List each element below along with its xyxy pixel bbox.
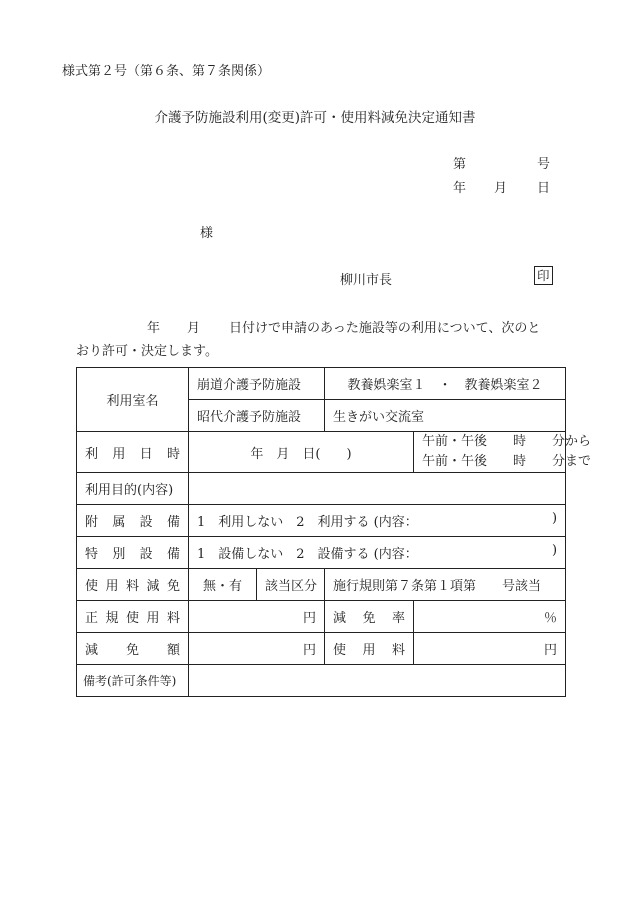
date-value: 年 月 日( ) — [189, 432, 414, 473]
number-label: 第 — [453, 157, 467, 172]
room-label: 利用室名 — [77, 368, 189, 432]
special-equipment-value — [189, 537, 566, 569]
regular-fee-unit: 円 — [189, 601, 325, 633]
body-text-line2: おり許可・決定します。 — [76, 344, 218, 359]
purpose-label: 利用目的(内容) — [77, 473, 189, 505]
reduction-rate-label: 減免率 — [325, 601, 414, 633]
time-range — [414, 432, 592, 473]
category-label: 該当区分 — [257, 569, 325, 601]
facility1-name: 崩道介護予防施設 — [189, 368, 325, 400]
form-number: 様式第２号（第６条、第７条関係） — [62, 64, 271, 79]
usage-fee-unit: 円 — [414, 633, 566, 665]
document-title: 介護予防施設利用(変更)許可・使用料減免決定通知書 — [154, 110, 476, 126]
time-to: 午前・午後 時 分まで — [422, 454, 592, 469]
special-equipment-close: ) — [551, 543, 558, 558]
purpose-value — [189, 473, 566, 505]
facility1-rooms: 教養娯楽室１ ・ 教養娯楽室２ — [325, 368, 566, 400]
facility2-name: 昭代介護予防施設 — [189, 400, 325, 432]
special-equipment-options: 1 設備しない 2 設備する (内容： — [197, 547, 418, 562]
body-text-line1: 日付けで申請のあった施設等の利用について、次のと — [229, 321, 541, 336]
regular-fee-label: 正規使用料 — [77, 601, 189, 633]
fee-reduction-label: 使用料減免 — [77, 569, 189, 601]
datetime-label: 利用日時 — [77, 432, 189, 473]
issuer: 柳川市長 — [340, 273, 393, 288]
special-equipment-label: 特別設備 — [77, 537, 189, 569]
category-value: 施行規則第７条第１項第 号該当 — [325, 569, 566, 601]
date-day: 日 — [537, 181, 551, 196]
equipment-options: 1 利用しない 2 利用する (内容： — [197, 515, 418, 530]
seal-stamp: 印 — [534, 266, 553, 285]
permit-form-table — [76, 367, 592, 697]
body-month: 月 — [187, 321, 201, 336]
facility2-rooms: 生きがい交流室 — [325, 400, 566, 432]
remarks-value — [189, 665, 566, 697]
equipment-value — [189, 505, 566, 537]
body-year: 年 — [147, 321, 161, 336]
fee-reduction-value: 無・有 — [189, 569, 257, 601]
reduction-amount-unit: 円 — [189, 633, 325, 665]
date-month: 月 — [494, 181, 508, 196]
time-from: 午前・午後 時 分から — [422, 434, 592, 449]
number-suffix: 号 — [537, 157, 551, 172]
addressee-suffix: 様 — [200, 226, 214, 241]
usage-fee-label: 使用料 — [325, 633, 414, 665]
reduction-amount-label: 減免額 — [77, 633, 189, 665]
date-year: 年 — [453, 181, 467, 196]
reduction-rate-unit: ％ — [414, 601, 566, 633]
remarks-label: 備考(許可条件等) — [77, 665, 189, 697]
equipment-close: ) — [551, 511, 558, 526]
equipment-label: 附属設備 — [77, 505, 189, 537]
